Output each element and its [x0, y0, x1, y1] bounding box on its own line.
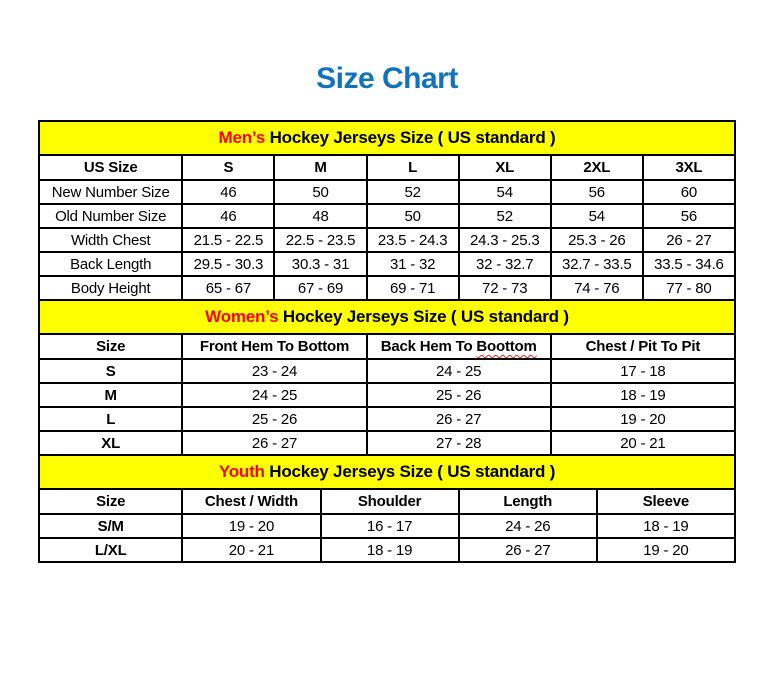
mens-size-table: [38, 120, 736, 301]
section-title-rest: Hockey Jerseys Size ( US standard ): [264, 462, 556, 481]
size-value-cell: 20 - 21: [551, 431, 735, 455]
size-value-cell: 18 - 19: [321, 538, 459, 562]
size-value-cell: 24.3 - 25.3: [459, 228, 551, 252]
size-value-cell: 50: [274, 180, 366, 204]
row-label: L: [39, 407, 182, 431]
size-value-cell: 24 - 25: [182, 383, 366, 407]
page-title: Size Chart: [316, 62, 458, 95]
row-label: Back Length: [39, 252, 182, 276]
title-wrap: [38, 62, 736, 96]
size-value-cell: 22.5 - 23.5: [274, 228, 366, 252]
mens-column-header-row: [39, 155, 735, 180]
size-value-cell: 65 - 67: [182, 276, 274, 300]
row-label: L/XL: [39, 538, 182, 562]
row-label: S: [39, 359, 182, 383]
column-header: [367, 334, 551, 359]
table-row: [39, 359, 735, 383]
size-value-cell: 50: [367, 204, 459, 228]
size-value-cell: 74 - 76: [551, 276, 643, 300]
size-value-cell: 46: [182, 204, 274, 228]
youth-size-table: [38, 454, 736, 563]
size-value-cell: 23.5 - 24.3: [367, 228, 459, 252]
youth-section-title: [39, 455, 735, 489]
table-row: [39, 252, 735, 276]
size-value-cell: 30.3 - 31: [274, 252, 366, 276]
table-row: [39, 180, 735, 204]
column-header: M: [274, 155, 366, 180]
column-header: Length: [459, 489, 597, 514]
size-value-cell: 32 - 32.7: [459, 252, 551, 276]
size-value-cell: 25.3 - 26: [551, 228, 643, 252]
size-value-cell: 24 - 26: [459, 514, 597, 538]
size-value-cell: 69 - 71: [367, 276, 459, 300]
size-value-cell: 67 - 69: [274, 276, 366, 300]
size-value-cell: 16 - 17: [321, 514, 459, 538]
table-row: [39, 204, 735, 228]
table-row: [39, 407, 735, 431]
section-title-highlight: Men’s: [218, 128, 266, 147]
size-value-cell: 54: [551, 204, 643, 228]
section-title-rest: Hockey Jerseys Size ( US standard ): [265, 128, 556, 147]
section-title-rest: Hockey Jerseys Size ( US standard ): [278, 307, 569, 326]
table-row: [39, 431, 735, 455]
row-label: S/M: [39, 514, 182, 538]
size-value-cell: 60: [643, 180, 735, 204]
column-header: L: [367, 155, 459, 180]
womens-section-header-row: [39, 300, 735, 334]
column-header: Size: [39, 489, 182, 514]
size-value-cell: 33.5 - 34.6: [643, 252, 735, 276]
row-label: XL: [39, 431, 182, 455]
size-value-cell: 19 - 20: [182, 514, 320, 538]
size-value-cell: 31 - 32: [367, 252, 459, 276]
table-row: [39, 383, 735, 407]
size-value-cell: 48: [274, 204, 366, 228]
size-value-cell: 18 - 19: [597, 514, 735, 538]
size-value-cell: 46: [182, 180, 274, 204]
size-value-cell: 25 - 26: [367, 383, 551, 407]
size-value-cell: 72 - 73: [459, 276, 551, 300]
size-value-cell: 26 - 27: [182, 431, 366, 455]
size-value-cell: 32.7 - 33.5: [551, 252, 643, 276]
womens-section-title: [39, 300, 735, 334]
size-value-cell: 26 - 27: [459, 538, 597, 562]
row-label: Old Number Size: [39, 204, 182, 228]
column-header: Chest / Width: [182, 489, 320, 514]
column-header: 3XL: [643, 155, 735, 180]
row-label: Width Chest: [39, 228, 182, 252]
section-title-highlight: Women’s: [205, 307, 279, 326]
size-value-cell: 17 - 18: [551, 359, 735, 383]
row-label: M: [39, 383, 182, 407]
size-value-cell: 18 - 19: [551, 383, 735, 407]
tables-container: [38, 120, 736, 563]
misspelled-word: Boottom: [476, 338, 537, 355]
table-row: [39, 276, 735, 300]
row-label: Body Height: [39, 276, 182, 300]
column-header: Front Hem To Bottom: [182, 334, 366, 359]
size-value-cell: 26 - 27: [643, 228, 735, 252]
size-value-cell: 24 - 25: [367, 359, 551, 383]
column-header: S: [182, 155, 274, 180]
column-header: US Size: [39, 155, 182, 180]
mens-section-header-row: [39, 121, 735, 155]
column-header-text: Back Hem To: [380, 338, 477, 355]
size-value-cell: 54: [459, 180, 551, 204]
mens-section-title: [39, 121, 735, 155]
size-value-cell: 27 - 28: [367, 431, 551, 455]
youth-section-header-row: [39, 455, 735, 489]
size-value-cell: 29.5 - 30.3: [182, 252, 274, 276]
column-header: XL: [459, 155, 551, 180]
size-value-cell: 21.5 - 22.5: [182, 228, 274, 252]
row-label: New Number Size: [39, 180, 182, 204]
column-header: Size: [39, 334, 182, 359]
size-value-cell: 52: [367, 180, 459, 204]
size-value-cell: 52: [459, 204, 551, 228]
section-title-highlight: Youth: [218, 462, 265, 481]
size-value-cell: 26 - 27: [367, 407, 551, 431]
size-value-cell: 77 - 80: [643, 276, 735, 300]
womens-column-header-row: [39, 334, 735, 359]
size-value-cell: 25 - 26: [182, 407, 366, 431]
column-header: Sleeve: [597, 489, 735, 514]
size-value-cell: 19 - 20: [597, 538, 735, 562]
size-value-cell: 23 - 24: [182, 359, 366, 383]
size-value-cell: 56: [551, 180, 643, 204]
column-header: 2XL: [551, 155, 643, 180]
youth-column-header-row: [39, 489, 735, 514]
size-value-cell: 20 - 21: [182, 538, 320, 562]
table-row: [39, 228, 735, 252]
table-row: [39, 514, 735, 538]
table-row: [39, 538, 735, 562]
size-value-cell: 56: [643, 204, 735, 228]
column-header: Shoulder: [321, 489, 459, 514]
column-header: Chest / Pit To Pit: [551, 334, 735, 359]
size-value-cell: 19 - 20: [551, 407, 735, 431]
womens-size-table: [38, 299, 736, 456]
